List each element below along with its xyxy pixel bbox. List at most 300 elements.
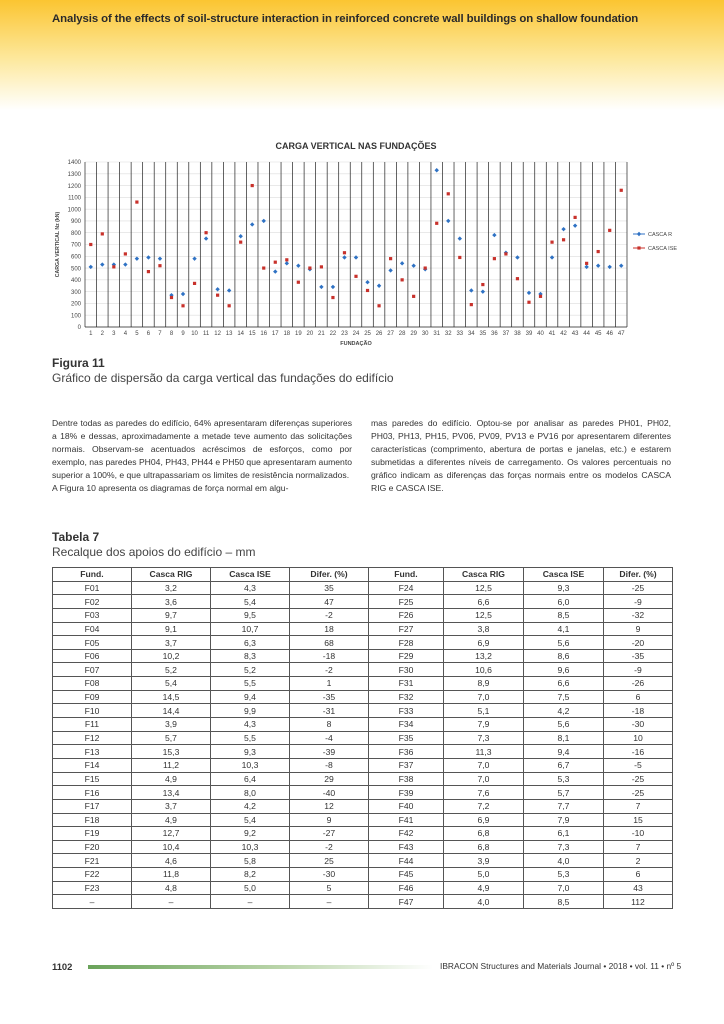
table-cell: 29 (290, 772, 369, 786)
table-cell: 7,5 (524, 690, 604, 704)
point-casca-ise (377, 304, 380, 307)
x-tick-label: 26 (375, 331, 383, 337)
chart-title: CARGA VERTICAL NAS FUNDAÇÕES (275, 141, 437, 151)
x-tick-label: 31 (433, 331, 441, 337)
table-cell: F02 (53, 595, 132, 609)
y-tick-label: 900 (70, 219, 81, 226)
point-casca-ise (608, 229, 611, 232)
x-tick-label: 24 (352, 331, 360, 337)
point-casca-ise (354, 275, 357, 278)
table-cell: 9,3 (524, 581, 604, 595)
table-row (53, 718, 673, 732)
table-cell: F37 (369, 758, 444, 772)
table-cell: F03 (53, 608, 132, 622)
table-row (53, 690, 673, 704)
table-caption: Recalque dos apoios do edifício – mm (52, 545, 256, 559)
point-casca-ise (158, 264, 161, 267)
table-cell: F15 (53, 772, 132, 786)
point-casca-ise (504, 252, 507, 255)
table-cell: F43 (369, 840, 444, 854)
legend-marker (637, 232, 641, 236)
x-tick-label: 28 (398, 331, 406, 337)
point-casca-r (619, 264, 623, 268)
table-cell: 112 (604, 895, 673, 909)
point-casca-r (89, 265, 93, 269)
x-tick-label: 46 (606, 331, 614, 337)
x-tick-label: 14 (237, 331, 245, 337)
table-cell: -20 (604, 636, 673, 650)
body-left-paragraph: Dentre todas as paredes do edifício, 64% apresentaram diferenças superiores a 18% e dessas, aproximadamente a metade teve aumento das solicitações normais. Observam-se acentuados acréscimos de esforços, como por exemplo, nas paredes PH04, PH43, PH44 e PH50 que apresentaram aumento superior a 100%, e que ultrapassariam os limites de resistência normalizados. (52, 418, 353, 481)
table-cell: F06 (53, 649, 132, 663)
point-casca-ise (412, 295, 415, 298)
x-tick-label: 3 (112, 331, 116, 337)
table-row (53, 608, 673, 622)
point-casca-r (331, 285, 335, 289)
y-tick-label: 1400 (67, 160, 81, 167)
header-cell: Fund. (369, 568, 444, 582)
table-cell: 15 (604, 813, 673, 827)
header-cell: Casca RIG (444, 568, 524, 582)
table-cell: 8,9 (444, 677, 524, 691)
table-cell: – (53, 895, 132, 909)
table-cell: F18 (53, 813, 132, 827)
point-casca-r (481, 289, 485, 293)
table-cell: 5,1 (444, 704, 524, 718)
table-cell: 5,7 (132, 731, 211, 745)
table-cell: 3,9 (132, 718, 211, 732)
table-cell: 8,6 (524, 649, 604, 663)
point-casca-r (285, 261, 289, 265)
table-cell: 8,1 (524, 731, 604, 745)
table-cell: 6,7 (524, 758, 604, 772)
table-cell: 6 (604, 868, 673, 882)
table-cell: 10,6 (444, 663, 524, 677)
table-cell: 4,0 (444, 895, 524, 909)
x-tick-label: 30 (421, 331, 429, 337)
table-row (53, 704, 673, 718)
table-cell: F31 (369, 677, 444, 691)
table-cell: -31 (290, 704, 369, 718)
table-row (53, 758, 673, 772)
point-casca-ise (470, 303, 473, 306)
point-casca-ise (285, 258, 288, 261)
figure-caption: Gráfico de dispersão da carga vertical das fundações do edifício (52, 371, 394, 385)
table-cell: 4,2 (211, 799, 290, 813)
table-cell: 3,6 (132, 595, 211, 609)
table-cell: 5,0 (211, 881, 290, 895)
table-cell: 6 (604, 690, 673, 704)
y-tick-label: 1100 (68, 195, 81, 202)
table-cell: 7,7 (524, 799, 604, 813)
table-cell: 9,4 (211, 690, 290, 704)
point-casca-r (492, 233, 496, 237)
table-cell: – (290, 895, 369, 909)
point-casca-r (584, 265, 588, 269)
table-cell: -35 (604, 649, 673, 663)
x-tick-label: 11 (202, 331, 210, 337)
point-casca-ise (308, 266, 311, 269)
table-cell: F14 (53, 758, 132, 772)
y-tick-label: 600 (70, 254, 81, 261)
table-cell: F21 (53, 854, 132, 868)
point-casca-ise (181, 304, 184, 307)
table-cell: 14,5 (132, 690, 211, 704)
table-cell: 13,2 (444, 649, 524, 663)
x-tick-label: 47 (617, 331, 625, 337)
table-cell: 8,5 (524, 895, 604, 909)
point-casca-ise (331, 296, 334, 299)
x-tick-label: 19 (294, 331, 302, 337)
table-cell: F22 (53, 868, 132, 882)
header-cell: Difer. (%) (604, 568, 673, 582)
point-casca-ise (389, 257, 392, 260)
table-cell: F12 (53, 731, 132, 745)
point-casca-r (181, 292, 185, 296)
point-casca-ise (401, 278, 404, 281)
table-cell: 5,0 (444, 868, 524, 882)
point-casca-r (319, 285, 323, 289)
table-row (53, 663, 673, 677)
table-cell: -10 (604, 827, 673, 841)
settlement-table (52, 567, 673, 909)
table-cell: -2 (290, 840, 369, 854)
legend-marker (637, 246, 640, 249)
x-tick-label: 5 (135, 331, 139, 337)
point-casca-r (527, 291, 531, 295)
table-cell: F08 (53, 677, 132, 691)
body-right-paragraph: mas paredes do edifício. Optou-se por analisar as paredes PH01, PH02, PH03, PH13, PH15, PV06, PV09, PV13 e PV16 por apresentarem diferentes características (comprimento, abertura de portas e janelas, etc.) e estarem submetidas a diferentes níveis de carregamento. Os valores percentuais no gráfico indicam as diferenças das forças normais entre os modelos CASCA RIG e CASCA ISE. (371, 418, 671, 494)
table-cell: -32 (604, 608, 673, 622)
x-tick-label: 6 (146, 331, 151, 337)
point-casca-r (123, 262, 127, 266)
table-cell: 1 (290, 677, 369, 691)
table-cell: 5,2 (211, 663, 290, 677)
table-cell: 5,4 (211, 813, 290, 827)
point-casca-ise (251, 184, 254, 187)
table-cell: – (211, 895, 290, 909)
point-casca-ise (147, 270, 150, 273)
point-casca-ise (516, 277, 519, 280)
point-casca-ise (527, 301, 530, 304)
point-casca-r (146, 255, 150, 259)
table-cell: 7,3 (524, 840, 604, 854)
table-cell: F10 (53, 704, 132, 718)
table-cell: 9,4 (524, 745, 604, 759)
table-row (53, 799, 673, 813)
point-casca-r (435, 168, 439, 172)
y-tick-label: 1200 (67, 183, 81, 190)
point-casca-ise (458, 256, 461, 259)
table-cell: 5,4 (132, 677, 211, 691)
table-cell: 7 (604, 799, 673, 813)
table-row (53, 677, 673, 691)
table-cell: 9,7 (132, 608, 211, 622)
x-tick-label: 35 (479, 331, 487, 337)
table-cell: 12 (290, 799, 369, 813)
table-cell: 8 (290, 718, 369, 732)
point-casca-ise (135, 200, 138, 203)
y-tick-label: 1000 (67, 207, 81, 214)
x-tick-label: 38 (514, 331, 521, 337)
table-cell: -35 (290, 690, 369, 704)
point-casca-r (550, 255, 554, 259)
table-cell: 11,8 (132, 868, 211, 882)
table-cell: 6,4 (211, 772, 290, 786)
point-casca-ise (343, 251, 346, 254)
table-header-row (53, 568, 673, 582)
table-cell: F19 (53, 827, 132, 841)
table-cell: 8,2 (211, 868, 290, 882)
table-cell: 6,8 (444, 827, 524, 841)
point-casca-ise (366, 289, 369, 292)
point-casca-ise (297, 281, 300, 284)
table-cell: 10,7 (211, 622, 290, 636)
x-tick-label: 1 (89, 331, 93, 337)
table-cell: F13 (53, 745, 132, 759)
point-casca-ise (204, 231, 207, 234)
point-casca-ise (585, 262, 588, 265)
table-cell: F24 (369, 581, 444, 595)
table-cell: F26 (369, 608, 444, 622)
table-cell: 2 (604, 854, 673, 868)
point-casca-r (596, 264, 600, 268)
table-cell: -30 (604, 718, 673, 732)
table-cell: 35 (290, 581, 369, 595)
table-cell: -16 (604, 745, 673, 759)
table-cell: 6,8 (444, 840, 524, 854)
table-cell: 5 (290, 881, 369, 895)
x-tick-label: 33 (456, 331, 464, 337)
table-cell: 8,5 (524, 608, 604, 622)
x-tick-label: 29 (410, 331, 418, 337)
table-cell: 12,7 (132, 827, 211, 841)
x-tick-label: 44 (583, 331, 590, 337)
x-tick-label: 23 (341, 331, 348, 337)
y-tick-label: 200 (70, 301, 81, 308)
point-casca-r (238, 234, 242, 238)
table-cell: F46 (369, 881, 444, 895)
point-casca-ise (124, 252, 127, 255)
table-cell: 43 (604, 881, 673, 895)
scatter-chart (52, 136, 678, 358)
point-casca-r (250, 222, 254, 226)
table-cell: 6,9 (444, 636, 524, 650)
x-tick-label: 16 (260, 331, 268, 337)
table-row (53, 581, 673, 595)
point-casca-r (135, 256, 139, 260)
table-cell: F41 (369, 813, 444, 827)
point-casca-r (365, 280, 369, 284)
table-row (53, 827, 673, 841)
x-tick-label: 9 (181, 331, 185, 337)
table-cell: -8 (290, 758, 369, 772)
point-casca-r (100, 262, 104, 266)
x-tick-label: 43 (571, 331, 579, 337)
x-tick-label: 15 (248, 331, 256, 337)
y-tick-label: 700 (70, 242, 81, 249)
table-cell: F34 (369, 718, 444, 732)
table-row (53, 813, 673, 827)
table-cell: 10 (604, 731, 673, 745)
table-cell: F32 (369, 690, 444, 704)
table-cell: F20 (53, 840, 132, 854)
x-tick-label: 10 (191, 331, 198, 337)
table-cell: F36 (369, 745, 444, 759)
point-casca-ise (424, 266, 427, 269)
point-casca-r (377, 284, 381, 288)
table-cell: 7,9 (524, 813, 604, 827)
table-row (53, 854, 673, 868)
table-cell: F35 (369, 731, 444, 745)
table-cell: 12,5 (444, 581, 524, 595)
point-casca-ise (435, 222, 438, 225)
table-cell: F29 (369, 649, 444, 663)
header-cell: Casca ISE (211, 568, 290, 582)
point-casca-r (227, 288, 231, 292)
table-cell: F04 (53, 622, 132, 636)
table-cell: 7,0 (524, 881, 604, 895)
x-tick-label: 21 (318, 331, 325, 337)
table-cell: F27 (369, 622, 444, 636)
table-cell: 7 (604, 840, 673, 854)
table-cell: 5,3 (524, 868, 604, 882)
table-cell: 4,1 (524, 622, 604, 636)
y-tick-label: 100 (70, 313, 81, 320)
table-cell: -9 (604, 663, 673, 677)
x-tick-label: 2 (100, 331, 104, 337)
table-row (53, 868, 673, 882)
table-cell: F33 (369, 704, 444, 718)
point-casca-r (411, 264, 415, 268)
x-tick-label: 42 (560, 331, 567, 337)
table-cell: 4,2 (524, 704, 604, 718)
y-axis-label: CARGA VERTICAL Nz (kN) (55, 211, 61, 278)
table-cell: -30 (290, 868, 369, 882)
table-cell: 4,9 (132, 772, 211, 786)
header-cell: Fund. (53, 568, 132, 582)
table-cell: F01 (53, 581, 132, 595)
table-cell: -25 (604, 786, 673, 800)
running-title: Analysis of the effects of soil-structure interaction in reinforced concrete wall buildings on shallow foundation (52, 13, 639, 25)
point-casca-ise (112, 265, 115, 268)
x-tick-label: 36 (491, 331, 498, 337)
table-row (53, 881, 673, 895)
point-casca-r (446, 219, 450, 223)
table-cell: F23 (53, 881, 132, 895)
table-cell: F47 (369, 895, 444, 909)
point-casca-ise (574, 216, 577, 219)
point-casca-ise (228, 304, 231, 307)
point-casca-r (400, 261, 404, 265)
table-cell: 7,9 (444, 718, 524, 732)
table-cell: F38 (369, 772, 444, 786)
table-cell: 5,3 (524, 772, 604, 786)
point-casca-r (262, 219, 266, 223)
table-cell: 9,2 (211, 827, 290, 841)
table-cell: 7,0 (444, 772, 524, 786)
x-tick-label: 41 (548, 331, 556, 337)
table-cell: 18 (290, 622, 369, 636)
table-cell: -4 (290, 731, 369, 745)
table-cell: 6,1 (524, 827, 604, 841)
table-row (53, 731, 673, 745)
table-cell: 7,6 (444, 786, 524, 800)
point-casca-r (354, 255, 358, 259)
legend-label: CASCA ISE (648, 246, 678, 252)
y-tick-label: 500 (70, 266, 81, 273)
point-casca-ise (262, 266, 265, 269)
table-cell: 10,4 (132, 840, 211, 854)
table-cell: 6,6 (524, 677, 604, 691)
table-row (53, 649, 673, 663)
point-casca-r (158, 256, 162, 260)
body-left-paragraph-2: A Figura 10 apresenta os diagramas de força normal em algu- (52, 483, 289, 494)
x-tick-label: 4 (123, 331, 128, 337)
point-casca-ise (481, 283, 484, 286)
table-row (53, 595, 673, 609)
point-casca-ise (447, 192, 450, 195)
x-tick-label: 25 (364, 331, 371, 337)
x-tick-label: 8 (169, 331, 174, 337)
table-cell: -9 (604, 595, 673, 609)
point-casca-r (215, 287, 219, 291)
x-tick-label: 37 (502, 331, 510, 337)
table-cell: 7,0 (444, 758, 524, 772)
table-cell: -5 (604, 758, 673, 772)
page-number: 1102 (52, 961, 73, 972)
table-row (53, 840, 673, 854)
point-casca-ise (562, 238, 565, 241)
table-cell: 9 (604, 622, 673, 636)
table-cell: 4,6 (132, 854, 211, 868)
x-tick-label: 7 (158, 331, 162, 337)
table-cell: 14,4 (132, 704, 211, 718)
table-label: Tabela 7 (52, 530, 100, 544)
y-tick-label: 300 (70, 289, 81, 296)
table-cell: F40 (369, 799, 444, 813)
figure-label: Figura 11 (52, 356, 105, 370)
table-cell: 11,2 (132, 758, 211, 772)
point-casca-ise (550, 241, 553, 244)
y-tick-label: 0 (77, 325, 81, 332)
table-row (53, 745, 673, 759)
y-tick-label: 400 (70, 278, 81, 285)
table-cell: 6,9 (444, 813, 524, 827)
table-cell: 4,9 (444, 881, 524, 895)
header-cell: Casca RIG (132, 568, 211, 582)
table-cell: -18 (604, 704, 673, 718)
x-tick-label: 45 (594, 331, 602, 337)
table-cell: 8,0 (211, 786, 290, 800)
point-casca-r (296, 264, 300, 268)
table-cell: F45 (369, 868, 444, 882)
point-casca-ise (193, 282, 196, 285)
point-casca-r (515, 255, 519, 259)
table-cell: 5,5 (211, 677, 290, 691)
table-cell: 5,7 (524, 786, 604, 800)
table-cell: 7,3 (444, 731, 524, 745)
point-casca-r (573, 223, 577, 227)
table-cell: -2 (290, 663, 369, 677)
table-cell: 10,3 (211, 840, 290, 854)
table-cell: 8,3 (211, 649, 290, 663)
point-casca-r (388, 268, 392, 272)
table-body (53, 581, 673, 908)
table-cell: 7,0 (444, 690, 524, 704)
legend-label: CASCA R (648, 232, 673, 238)
table-cell: F30 (369, 663, 444, 677)
chart-svg (52, 136, 678, 358)
